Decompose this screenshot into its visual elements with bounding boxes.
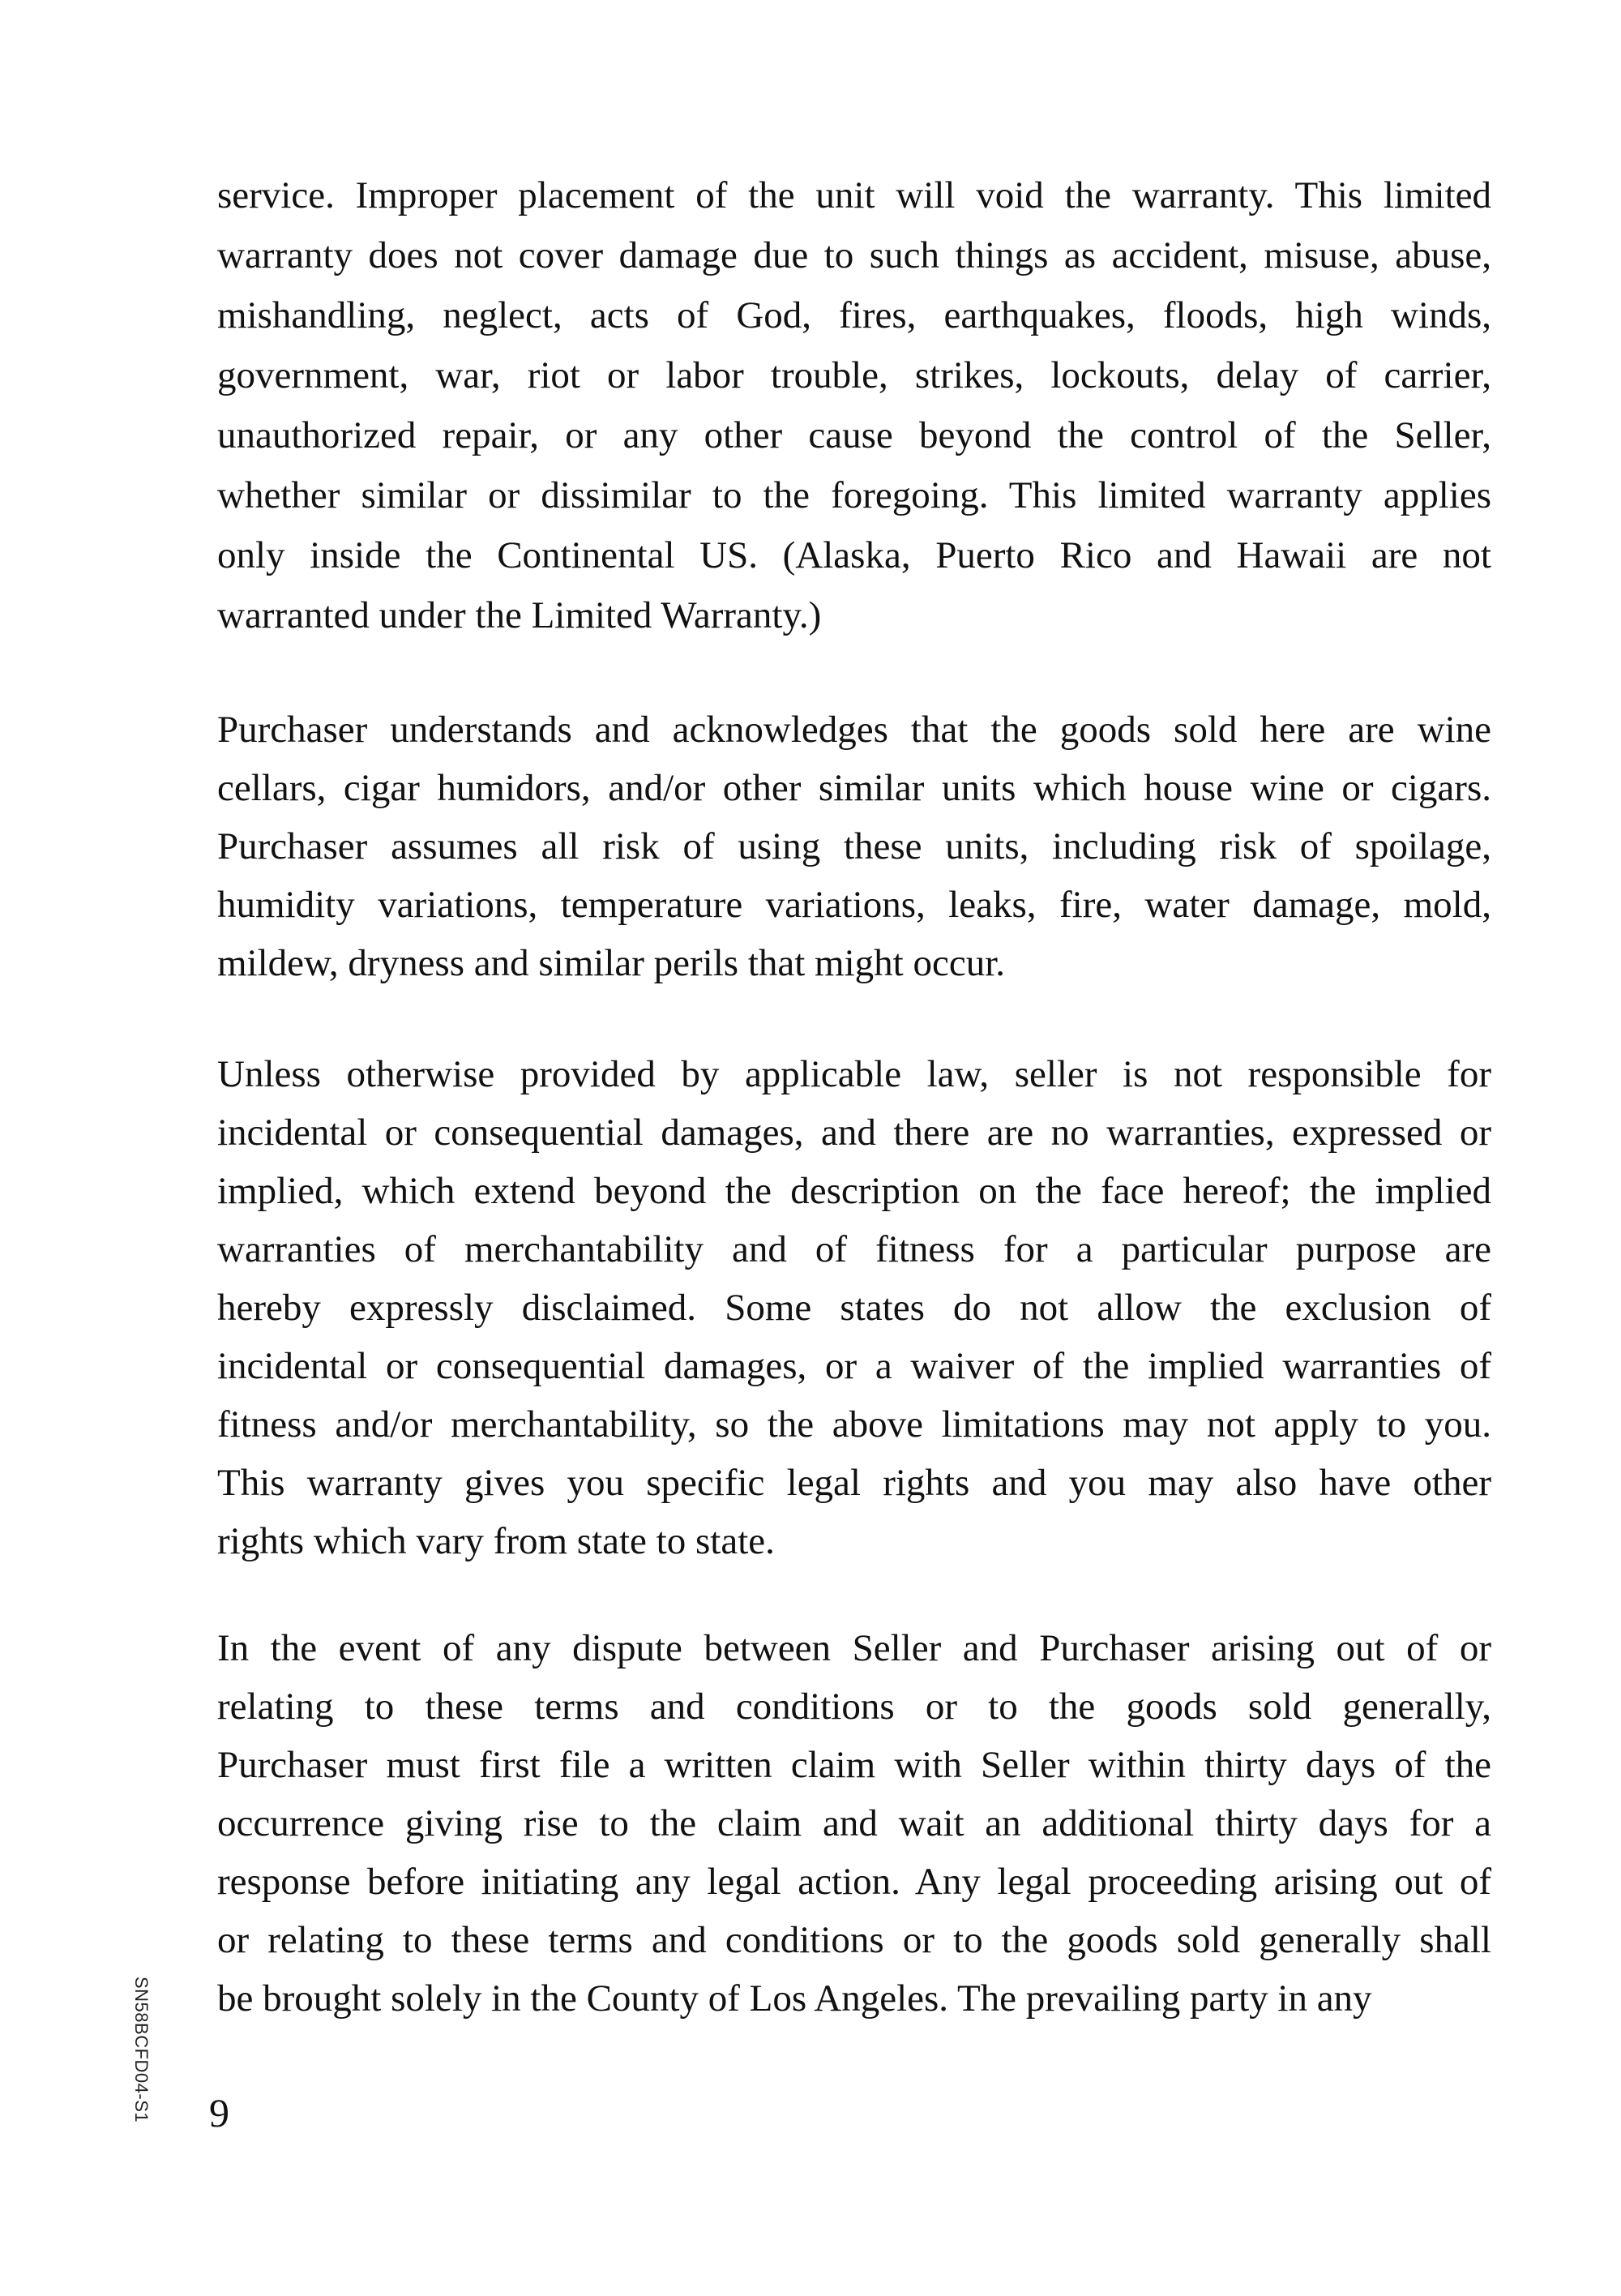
text-line: incidental or consequential damages, and there are no warranties, expressed or [217,1112,1491,1154]
paragraph-purchaser-risk [217,700,1491,992]
text-line: This warranty gives you specific legal rights and you may also have other [217,1462,1491,1504]
text-line: or relating to these terms and conditions or to the goods sold generally shall [217,1919,1491,1961]
paragraph-damages-disclaimer [217,1045,1491,1570]
text-line: Purchaser must first file a written claim with Seller within thirty days of the [217,1744,1491,1786]
text-line: government, war, riot or labor trouble, strikes, lockouts, delay of carrier, [217,354,1491,396]
text-line: In the event of any dispute between Seller and Purchaser arising out of or [217,1627,1491,1669]
text-line: Purchaser understands and acknowledges that the goods sold here are wine [217,709,1491,751]
text-line: whether similar or dissimilar to the foregoing. This limited warranty applies [217,474,1491,516]
text-line: warranties of merchantability and of fitness for a particular purpose are [217,1228,1491,1270]
text-line: rights which vary from state to state. [217,1520,775,1562]
text-line: incidental or consequential damages, or a waiver of the implied warranties of [217,1345,1491,1387]
document-code-label: SN58BCFD04-S1 [131,1977,152,2123]
page-number: 9 [209,2090,229,2135]
text-line: response before initiating any legal action. Any legal proceeding arising out of [217,1861,1491,1903]
text-line: warranty does not cover damage due to such things as accident, misuse, abuse, [217,234,1491,276]
text-line: service. Improper placement of the unit will void the warranty. This limited [217,174,1491,216]
text-line: cellars, cigar humidors, and/or other similar units which house wine or cigars. [217,767,1491,809]
paragraph-warranty-exclusions [217,165,1491,645]
paragraph-dispute-resolution [217,1619,1491,2028]
text-line: implied, which extend beyond the description on the face hereof; the implied [217,1170,1491,1212]
text-line: fitness and/or merchantability, so the above limitations may not apply to you. [217,1403,1491,1446]
text-line: relating to these terms and conditions or to the goods sold generally, [217,1686,1491,1728]
text-line: only inside the Continental US. (Alaska, Puerto Rico and Hawaii are not [217,534,1491,576]
text-line: humidity variations, temperature variations, leaks, fire, water damage, mold, [217,884,1491,926]
text-line: Unless otherwise provided by applicable law, seller is not responsible for [217,1053,1491,1095]
text-line: warranted under the Limited Warranty.) [217,594,822,636]
text-line: mishandling, neglect, acts of God, fires, earthquakes, floods, high winds, [217,294,1491,336]
text-line: hereby expressly disclaimed. Some states do not allow the exclusion of [217,1287,1491,1329]
text-line: occurrence giving rise to the claim and wait an additional thirty days for a [217,1802,1491,1844]
text-line: unauthorized repair, or any other cause beyond the control of the Seller, [217,414,1491,456]
text-line: mildew, dryness and similar perils that might occur. [217,942,1006,984]
text-line: Purchaser assumes all risk of using these units, including risk of spoilage, [217,825,1491,867]
text-line: be brought solely in the County of Los Angeles. The prevailing party in any [217,1977,1372,2020]
